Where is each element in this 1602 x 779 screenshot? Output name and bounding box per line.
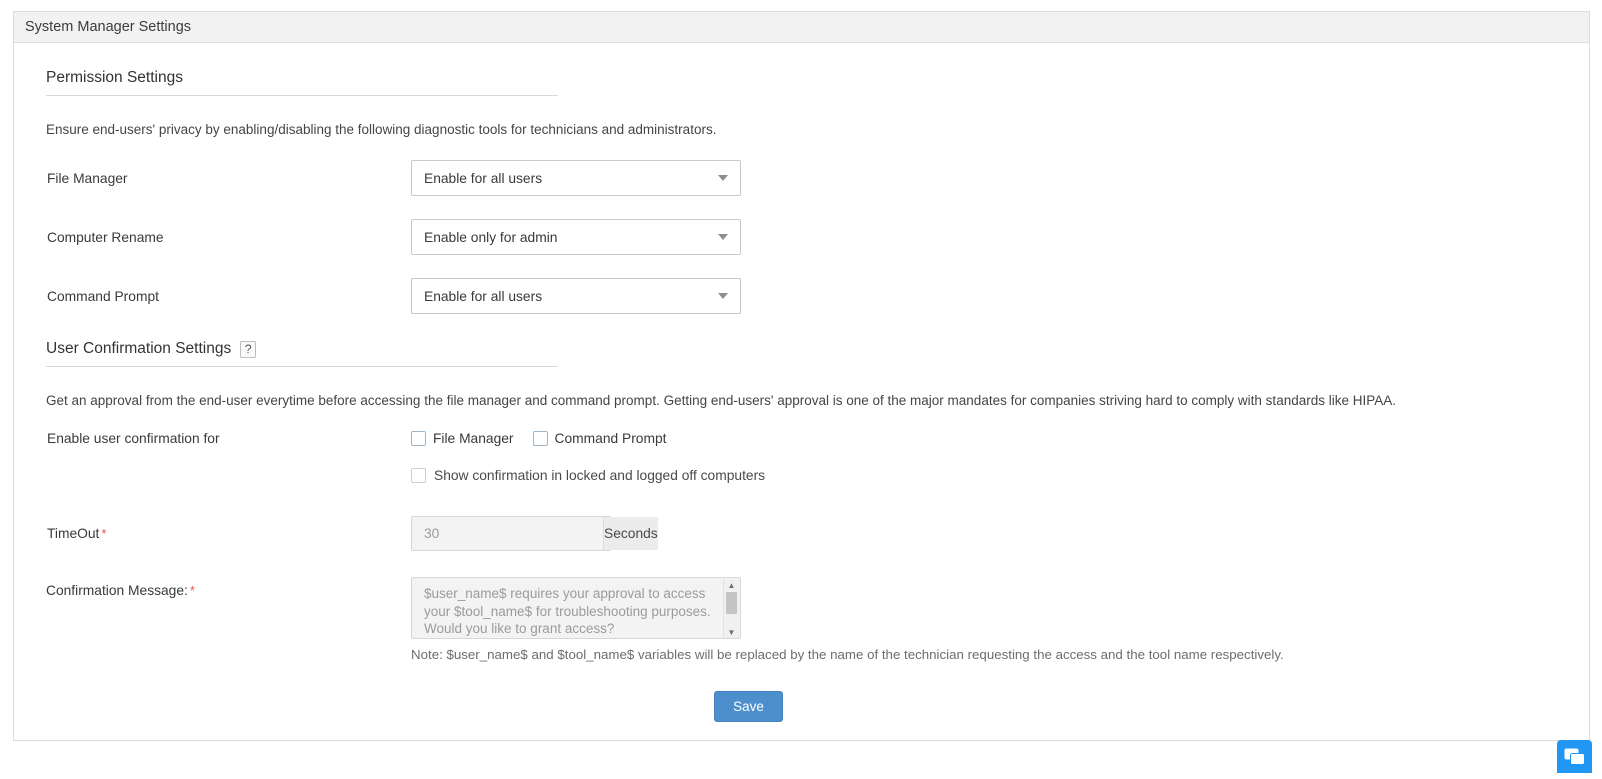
chat-bubble-icon[interactable] — [1557, 740, 1592, 773]
timeout-required-marker: * — [101, 525, 107, 541]
confirmation-message-label — [46, 577, 411, 639]
command-prompt-label: Command Prompt — [47, 288, 159, 304]
checkbox-file-manager-group[interactable] — [411, 431, 514, 446]
computer-rename-select[interactable] — [411, 219, 741, 255]
file-manager-row — [46, 160, 1589, 196]
enable-user-confirmation-row — [46, 431, 1589, 446]
enable-user-confirmation-label: Enable user confirmation for — [47, 431, 220, 446]
permission-settings-title: Permission Settings — [46, 69, 183, 86]
permission-settings-description: Ensure end-users' privacy by enabling/disabling the following diagnostic tools for technicians and administrators. — [46, 122, 717, 137]
scroll-up-icon[interactable]: ▲ — [727, 581, 736, 590]
save-button-wrapper — [714, 691, 1589, 722]
confirmation-message-textarea[interactable] — [411, 577, 741, 639]
confirmation-message-row — [46, 577, 1589, 639]
scroll-down-icon[interactable]: ▼ — [727, 628, 736, 637]
computer-rename-label: Computer Rename — [47, 229, 164, 245]
checkbox-locked-group[interactable] — [411, 468, 1589, 483]
confirmation-message-note: Note: $user_name$ and $tool_name$ variables will be replaced by the name of the technician requesting the access and the tool name respectively. — [411, 647, 1284, 662]
timeout-label-text: TimeOut — [47, 525, 100, 541]
confirmation-message-scrollbar[interactable] — [723, 579, 739, 639]
timeout-unit-label: Seconds — [603, 517, 658, 550]
file-manager-select[interactable] — [411, 160, 741, 196]
checkbox-show-confirmation-locked[interactable] — [411, 468, 426, 483]
timeout-input[interactable] — [412, 517, 603, 550]
checkbox-command-prompt-group[interactable] — [533, 431, 667, 446]
settings-panel — [13, 11, 1590, 741]
checkbox-file-manager[interactable] — [411, 431, 426, 446]
computer-rename-row — [46, 219, 1589, 255]
computer-rename-select-value: Enable only for admin — [424, 229, 558, 245]
chevron-down-icon — [718, 175, 728, 181]
user-confirmation-description: Get an approval from the end-user everytime before accessing the file manager and command prompt. Getting end-users' approval is one of the major mandates for companies striving hard to comply with standards like HIPAA. — [46, 393, 1396, 408]
chevron-down-icon — [718, 293, 728, 299]
confirmation-message-value: $user_name$ requires your approval to access your $tool_name$ for troubleshooting purposes. Would you like to grant access? — [424, 586, 715, 636]
file-manager-label: File Manager — [47, 170, 128, 186]
save-button[interactable]: Save — [714, 691, 783, 722]
timeout-field-wrapper — [411, 516, 658, 551]
confirmation-message-label-text: Confirmation Message: — [46, 583, 188, 598]
page-title: System Manager Settings — [25, 19, 192, 35]
permission-settings-heading — [46, 69, 558, 96]
timeout-row — [46, 515, 1589, 551]
command-prompt-select[interactable] — [411, 278, 741, 314]
scrollbar-thumb[interactable] — [726, 592, 737, 614]
question-icon[interactable]: ? — [240, 341, 256, 358]
panel-header — [14, 12, 1589, 43]
file-manager-select-value: Enable for all users — [424, 170, 543, 186]
checkbox-file-manager-label: File Manager — [433, 431, 514, 446]
chevron-down-icon — [718, 234, 728, 240]
confirmation-message-required-marker: * — [189, 583, 195, 598]
checkbox-command-prompt[interactable] — [533, 431, 548, 446]
user-confirmation-title: User Confirmation Settings — [46, 340, 232, 357]
user-confirmation-heading — [46, 340, 558, 367]
checkbox-show-confirmation-locked-label: Show confirmation in locked and logged off computers — [434, 468, 766, 483]
command-prompt-select-value: Enable for all users — [424, 288, 543, 304]
checkbox-command-prompt-label: Command Prompt — [554, 431, 667, 446]
panel-body — [14, 43, 1589, 722]
timeout-label — [46, 526, 411, 541]
command-prompt-row — [46, 278, 1589, 314]
